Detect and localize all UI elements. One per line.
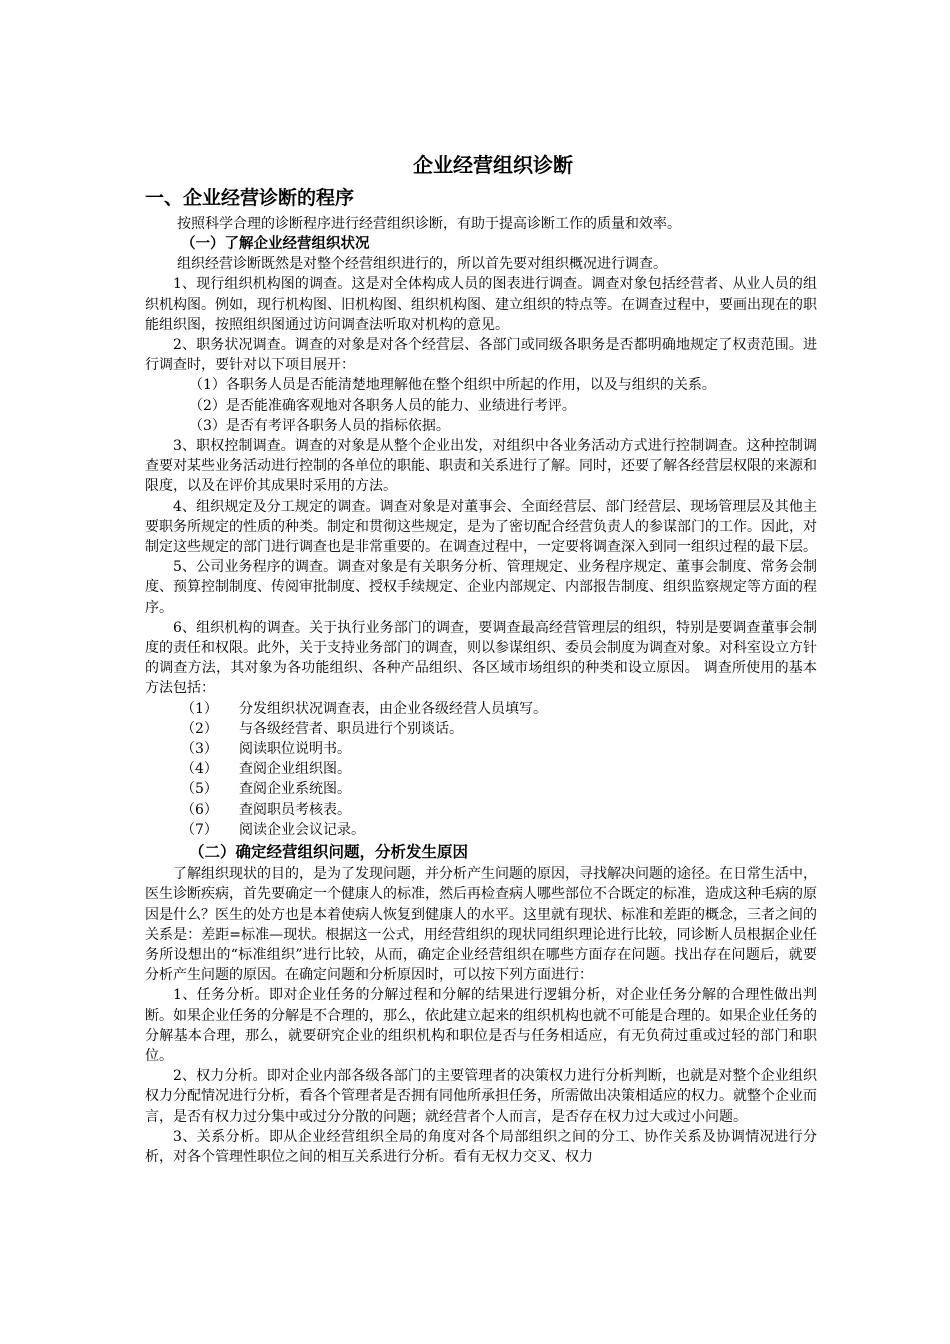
list-number: （5） <box>181 781 218 798</box>
list-number: （6） <box>181 801 218 818</box>
list-number: （2） <box>181 720 218 737</box>
paragraph-5: 5、公司业务程序的调查。调查对象是有关职务分析、管理规定、业务程序规定、董事会制度、常务会制度、预算控制制度、传阅审批制度、授权手续规定、企业内部规定、内部报告制度、组织监察规定等方面的程序。 <box>145 559 817 616</box>
list-item <box>181 779 817 799</box>
list-text: 查阅企业组织图。 <box>239 761 351 778</box>
list-text: 阅读企业会议记录。 <box>239 821 365 838</box>
paragraph-4: 4、组织规定及分工规定的调查。调查对象是对董事会、全面经营层、部门经营层、现场管理层及其他主要职务所规定的性质的种类。制定和贯彻这些规定，是为了密切配合经营负责人的参谋部门的工作。因此，对制定这些规定的部门进行调查也是非常重要的。在调查过程中，一定要将调查深入到同一组织过程的最下层。 <box>145 498 817 556</box>
paragraph-2: 2、职务状况调查。调查的对象是对各个经营层、各部门或同级各职务是否都明确地规定了权责范围。进行调查时，要针对以下项目展开： <box>145 337 817 374</box>
paragraph-6: 6、组织机构的调查。关于执行业务部门的调查，要调查最高经营管理层的组织，特别是要调查董事会制度的责任和权限。此外，关于支持业务部门的调查，则以参谋组织、委员会制度为调查对象。对科室设立方针的调查方法，其对象为各功能组织、各种产品组织、各区域市场组织的种类和设立原因。 调查所使用的基本方法包括： <box>145 619 817 697</box>
list-item <box>181 800 817 820</box>
list-item <box>181 699 817 719</box>
document-title: 企业经营组织诊断 <box>413 153 573 177</box>
list-item <box>181 759 817 779</box>
power-analysis-paragraph: 2、权力分析。即对企业内部各级各部门的主要管理者的决策权力进行分析判断，也就是对整个企业组织权力分配情况进行分析，看各个管理者是否拥有同他所承担任务，所需做出决策相适应的权力。就整个企业而言，是否有权力过分集中或过分分散的问题；就经营者个人而言，是否存在权力过大或过小问题。 <box>145 1068 817 1125</box>
list-text: 分发组织状况调查表，由企业各级经营人员填写。 <box>239 700 547 717</box>
list-item <box>181 820 817 840</box>
paragraph-1: 1、现行组织机构图的调查。这是对全体构成人员的图表进行调查。调查对象包括经营者、从业人员的组织机构图。例如，现行机构图、旧机构图、组织机构图、建立组织的特点等。在调查过程中，要画出现在的职能组织图，按照组织图通过访问调查法听取对机构的意见。 <box>145 276 817 333</box>
paragraph-3: 3、职权控制调查。调查的对象是从整个企业出发，对组织中各业务活动方式进行控制调查。这种控制调查要对某些业务活动进行控制的各单位的职能、职责和关系进行了解。同时，还要了解各经营层权限的来源和限度，以及在评价其成果时采用的方法。 <box>145 438 817 495</box>
subsection-heading-1: （一）了解企业经营组织状况 <box>181 236 370 253</box>
list-number: （7） <box>181 821 218 838</box>
subsection-heading-2: （二）确定经营组织问题，分析发生原因 <box>189 843 469 862</box>
task-analysis-paragraph: 1、任务分析。即对企业任务的分解过程和分解的结果进行逻辑分析，对企业任务分解的合理性做出判断。如果企业任务的分解是不合理的，那么，依此建立起来的组织机构也就不可能是合理的。如果企业任务的分解基本合理，那么，就要研究企业的组织机构和职位是否与任务相适应，有无负荷过重或过轻的部门和职位。 <box>145 987 817 1064</box>
relation-analysis-paragraph: 3、关系分析。即从企业经营组织全局的角度对各个局部组织之间的分工、协作关系及协调情况进行分析，对各个管理性职位之间的相互关系进行分析。看有无权力交叉、权力 <box>145 1128 817 1165</box>
list-text: 与各级经营者、职员进行个别谈话。 <box>239 720 463 737</box>
survey-item-1: （1）各职务人员是否能清楚地理解他在整个组织中所起的作用，以及与组织的关系。 <box>189 377 716 394</box>
list-number: （3） <box>181 741 218 758</box>
section-heading: 一、企业经营诊断的程序 <box>145 187 355 209</box>
list-item <box>181 739 817 759</box>
intro-paragraph: 按照科学合理的诊断程序进行经营组织诊断，有助于提高诊断工作的质量和效率。 <box>177 216 681 232</box>
list-number: （1） <box>181 700 218 717</box>
list-text: 查阅企业系统图。 <box>239 781 351 798</box>
list-item <box>181 719 817 739</box>
list-number: （4） <box>181 761 218 778</box>
list-text: 阅读职位说明书。 <box>239 741 351 758</box>
list-text: 查阅职员考核表。 <box>239 801 351 818</box>
survey-item-3: （3）是否有考评各职务人员的指标依据。 <box>189 417 450 434</box>
problem-intro-paragraph: 了解组织现状的目的，是为了发现问题，并分析产生问题的原因，寻找解决问题的途径。在日常生活中，医生诊断疾病，首先要确定一个健康人的标准，然后再检查病人哪些部位不合既定的标准，造成这种毛病的原因是什么？医生的处方也是本着使病人恢复到健康人的水平。这里就有现状、标准和差距的概念，三者之间的关系是：差距=标准—现状。根据这一公式，用经营组织的现状同组织理论进行比较，同诊断人员根据企业任务所设想出的“标准组织”进行比较，从而，确定企业经营组织在哪些方面存在问题。找出存在问题后，就要分析产生问题的原因。在确定问题和分析原因时，可以按下列方面进行： <box>145 866 817 984</box>
survey-item-2: （2）是否能准确客观地对各职务人员的能力、业绩进行考评。 <box>189 397 576 414</box>
methods-list <box>145 699 817 840</box>
document-body <box>145 150 817 1167</box>
subsection-intro: 组织经营诊断既然是对整个经营组织进行的，所以首先要对组织概况进行调查。 <box>177 256 667 273</box>
